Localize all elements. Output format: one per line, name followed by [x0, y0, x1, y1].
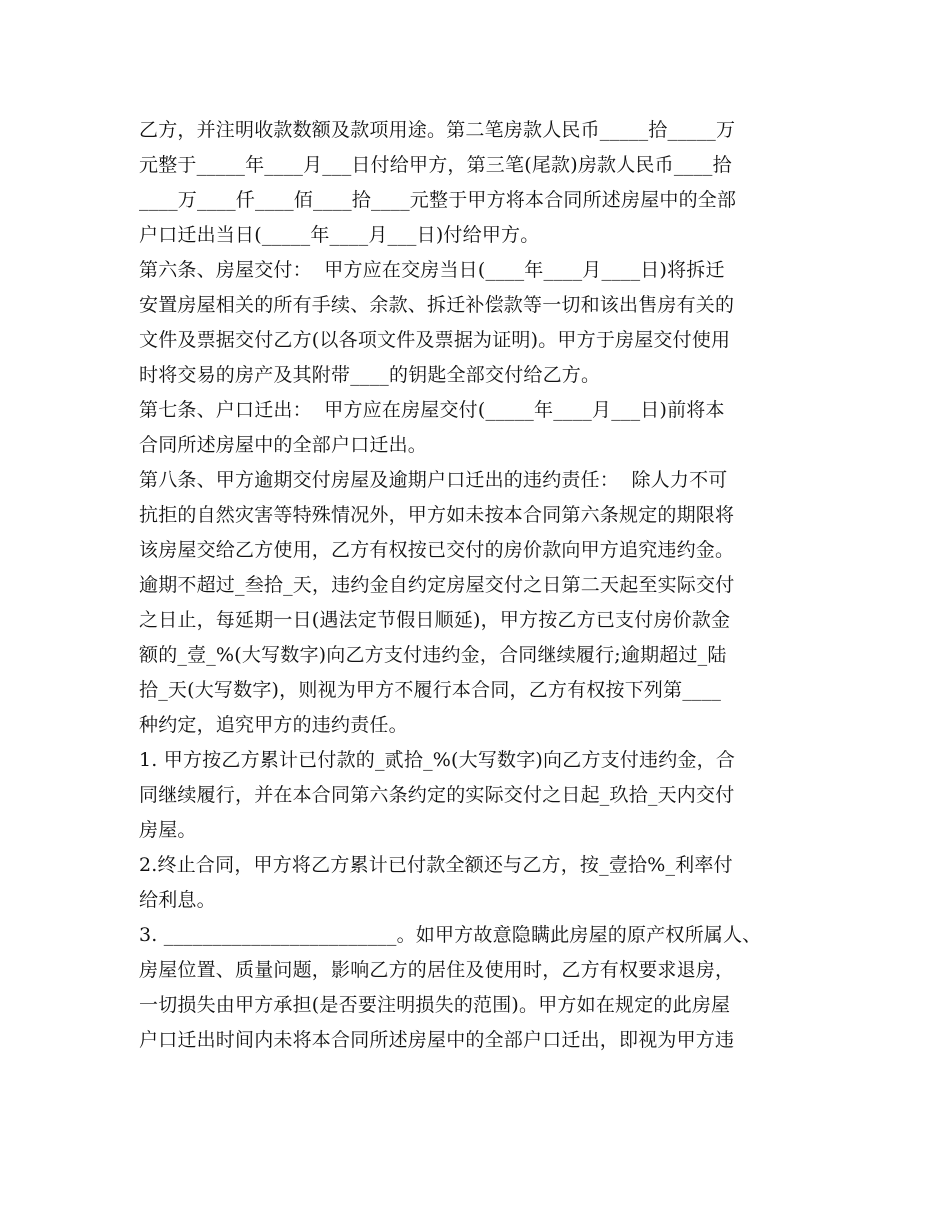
document-line: 给利息。	[139, 889, 216, 911]
document-line: 1. 甲方按乙方累计已付款的_贰拾_%(大写数字)向乙方支付违约金，合	[139, 749, 736, 771]
document-line: 文件及票据交付乙方(以各项文件及票据为证明)。甲方于房屋交付使用	[139, 329, 731, 351]
document-line: 第七条、户口迁出： 甲方应在房屋交付(_____年____月___日)前将本	[139, 399, 725, 421]
document-line: 2.终止合同，甲方将乙方累计已付款全额还与乙方，按_壹拾%_利率付	[139, 854, 733, 876]
document-line: 拾_天(大写数字)，则视为甲方不履行本合同，乙方有权按下列第____	[139, 679, 722, 701]
document-line: 第六条、房屋交付： 甲方应在交房当日(____年____月____日)将拆迁	[139, 259, 725, 281]
document-line: ____万____仟____佰____拾____元整于甲方将本合同所述房屋中的全部	[139, 189, 737, 211]
document-line: 种约定，追究甲方的违约责任。	[139, 714, 408, 736]
document-line: 安置房屋相关的所有手续、余款、拆迁补偿款等一切和该出售房有关的	[139, 294, 735, 316]
document-line: 一切损失由甲方承担(是否要注明损失的范围)。甲方如在规定的此房屋	[139, 994, 731, 1016]
document-line: 第八条、甲方逾期交付房屋及逾期户口迁出的违约责任： 除人力不可	[139, 469, 728, 491]
document-line: 户口迁出时间内未将本合同所述房屋中的全部户口迁出，即视为甲方违	[139, 1029, 735, 1051]
document-body	[139, 113, 829, 1058]
document-line: 逾期不超过_叁拾_天，违约金自约定房屋交付之日第二天起至实际交付	[139, 574, 735, 596]
document-line: 同继续履行，并在本合同第六条约定的实际交付之日起_玖拾_天内交付	[139, 784, 735, 806]
document-line: 之日止，每延期一日(遇法定节假日顺延)，甲方按乙方已支付房价款金	[139, 609, 731, 631]
document-line: 乙方，并注明收款数额及款项用途。第二笔房款人民币_____拾_____万	[139, 119, 736, 141]
document-line: 元整于_____年____月___日付给甲方，第三笔(尾款)房款人民币____拾	[139, 154, 732, 176]
document-line: 合同所述房屋中的全部户口迁出。	[139, 434, 428, 456]
document-line: 房屋。	[139, 819, 197, 841]
document-line: 额的_壹_%(大写数字)向乙方支付违约金，合同继续履行;逾期超过_陆	[139, 644, 727, 666]
document-line: 时将交易的房产及其附带____的钥匙全部交付给乙方。	[139, 364, 601, 386]
document-line: 房屋位置、质量问题，影响乙方的居住及使用时，乙方有权要求退房，	[139, 959, 735, 981]
document-line: 抗拒的自然灾害等特殊情况外，甲方如未按本合同第六条规定的期限将	[139, 504, 735, 526]
document-line: 该房屋交给乙方使用，乙方有权按已交付的房价款向甲方追究违约金。	[139, 539, 735, 561]
document-line: 3. ________________________。如甲方故意隐瞒此房屋的原产权所属人、	[139, 924, 762, 946]
document-line: 户口迁出当日(_____年____月___日)付给甲方。	[139, 224, 540, 246]
